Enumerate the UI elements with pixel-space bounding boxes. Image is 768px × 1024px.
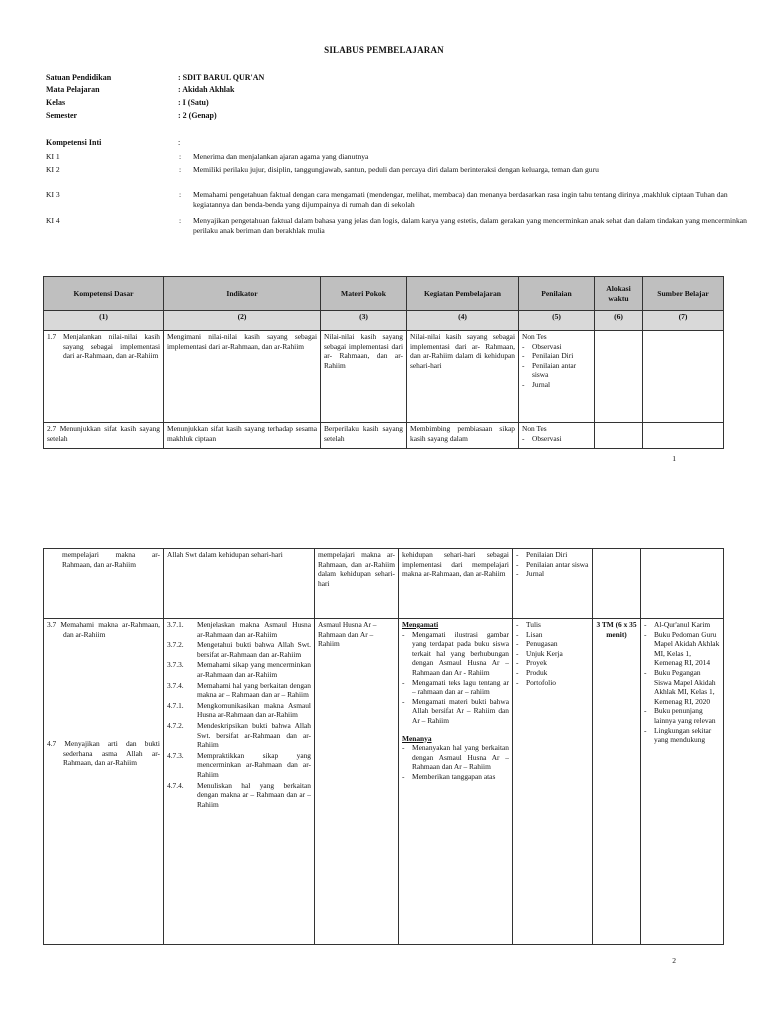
indikator-number: 4.7.2. [167, 720, 184, 730]
kd-cell [44, 619, 164, 945]
list-item [167, 640, 311, 659]
materi-cell: Berperilaku kasih sayang setelah [321, 423, 407, 449]
list-item: - Lingkungan sekitar yang mendukung [644, 726, 720, 745]
header-sumber-belajar: Sumber Belajar [643, 277, 724, 311]
indikator-number: 4.7.1. [167, 700, 184, 710]
list-item: - Produk [516, 668, 589, 678]
ki-text: Memahami pengetahuan faktual dengan cara mengamati (mendengar, melihat, membaca) dan menanya berdasarkan rasa ingin tahu tentang dirinya ,makhluk ciptaan Tuhan dan kegiatannya dan benda-benda yang dijumpainya di rumah dan di sekolah [193, 190, 728, 209]
list-item: - Penugasan [516, 639, 589, 649]
header-penilaian: Penilaian [519, 277, 595, 311]
list-item: - Menanyakan hal yang berkaitan dengan Asmaul Husna Ar – Rahmaan dan Ar – Rahiim [402, 743, 509, 772]
list-item: - Al-Qur'anul Karim [644, 620, 720, 630]
alokasi-cell [595, 331, 643, 423]
list-item: - Penilaian antar siswa [522, 361, 591, 380]
page-gap [0, 466, 768, 536]
penilaian-cell [519, 331, 595, 423]
table-row [44, 549, 724, 619]
header-alokasi-waktu: Alokasi waktu [595, 277, 643, 311]
column-number: (4) [407, 311, 519, 331]
penilaian-cell [513, 619, 593, 945]
column-number: (7) [643, 311, 724, 331]
column-number: (3) [321, 311, 407, 331]
meta-key: Kelas [46, 98, 66, 107]
penilaian-cell [513, 549, 593, 619]
table-row [44, 423, 724, 449]
indikator-number: 4.7.4. [167, 780, 184, 790]
ki-text: Menyajikan pengetahuan faktual dalam bahasa yang jelas dan logis, dalam karya yang estetis, dalam gerakan yang mencerminkan anak sehat dan dalam tindakan yang mencerminkan perilaku anak beriman dan berakhlak mulia [193, 216, 747, 235]
column-number: (1) [44, 311, 164, 331]
materi-cell: Nilai-nilai kasih sayang sebagai implementasi dari ar- Rahmaan, dan ar-Rahiim [321, 331, 407, 423]
list-item: - Penilaian antar siswa [516, 560, 589, 570]
materi-cell: Asmaul Husna Ar – Rahmaan dan Ar – Rahiim [315, 619, 399, 945]
indikator-text: Mempraktikkan sikap yang mencerminkan ar-Rahmaan dan ar-Rahiim [197, 750, 311, 779]
indikator-text: Mengkomunikasikan makna Asmaul Husna ar-Rahmaan dan ar-Rahiim [197, 700, 311, 720]
indikator-text: Menuliskan hal yang berkaitan dengan makna ar – Rahmaan dan ar – Rahiim [197, 780, 311, 809]
ki-colon: : [179, 165, 182, 174]
list-item: - Memberikan tanggapan atas [402, 772, 509, 782]
list-item: - Jurnal [522, 380, 591, 390]
syllabus-table-page-2 [43, 548, 724, 945]
ki-heading-label: Kompetensi Inti [46, 138, 102, 147]
indikator-cell [164, 619, 315, 945]
list-item [167, 701, 311, 720]
indikator-text: Menjelaskan makna Asmaul Husna ar-Rahmaan dan ar-Rahiim [197, 620, 311, 639]
indikator-number: 3.7.4. [167, 680, 184, 690]
alokasi-cell [595, 423, 643, 449]
ki-colon: : [179, 216, 182, 225]
kegiatan-cell: Nilai-nilai kasih sayang sebagai implementasi dari ar- Rahmaan, dan ar-Rahiim dalam di kehidupan sehari-hari [407, 331, 519, 423]
meta-key: Satuan Pendidikan [46, 73, 112, 82]
list-item: - Unjuk Kerja [516, 649, 589, 659]
kd-cell: 2.7 Menunjukkan sifat kasih sayang setelah [44, 423, 164, 449]
list-item: - Mengamati teks lagu tentang ar – rahmaan dan ar – rahiim [402, 678, 509, 697]
menanya-heading: Menanya [402, 733, 432, 743]
meta-value: : Akidah Akhlak [178, 85, 235, 94]
meta-value: : SDIT BARUL QUR'AN [178, 73, 265, 82]
header-kompetensi-dasar: Kompetensi Dasar [44, 277, 164, 311]
list-item [167, 751, 311, 780]
header-materi-pokok: Materi Pokok [321, 277, 407, 311]
alokasi-cell: 3 TM (6 x 35 menit) [593, 619, 641, 945]
list-item: - Mengamati materi bukti bahwa Allah bersifat Ar – Rahiim dan Ar – Rahiim [402, 697, 509, 726]
indikator-text: Mengetahui bukti bahwa Allah Swt. bersifat ar-Rahmaan dan ar-Rahiim [197, 640, 311, 659]
column-number: (2) [164, 311, 321, 331]
kegiatan-cell: kehidupan sehari-hari sebagai implementasi dari mempelajari makna ar-Rahmaan, dan ar-Rahiim [399, 549, 513, 619]
ki-colon: : [179, 152, 182, 161]
table-row [44, 619, 724, 945]
alokasi-cell [593, 549, 641, 619]
list-item [167, 620, 311, 639]
meta-key: Semester [46, 111, 78, 120]
indikator-number: 3.7.2. [167, 640, 184, 650]
penilaian-title: Non Tes [522, 424, 547, 433]
list-item [167, 781, 311, 810]
list-item: - Penilaian Diri [516, 550, 589, 560]
indikator-text: Memahami hal yang berkaitan dengan makna ar – Rahmaan dan ar – Rahiim [197, 680, 311, 700]
column-number: (6) [595, 311, 643, 331]
ki-label: KI 2 [46, 165, 60, 174]
list-item: - Observasi [522, 342, 591, 352]
sumber-cell [641, 619, 724, 945]
list-item: - Mengamati ilustrasi gambar yang terdapat pada buku siswa terkait hal yang berhubungan dengan Asmaul Husna Ar – Rahmaan dan Ar - Rahiim [402, 630, 509, 678]
indikator-cell: Mengimani nilai-nilai kasih sayang sebagai implementasi dari ar-Rahmaan, dan ar-Rahiim [164, 331, 321, 423]
list-item: - Proyek [516, 658, 589, 668]
list-item: - Tulis [516, 620, 589, 630]
list-item: - Buku Pedoman Guru Mapel Akidah Akhlak MI, Kelas 1, Kemenag RI, 2014 [644, 630, 720, 668]
table-row [44, 331, 724, 423]
materi-cell: mempelajari makna ar-Rahmaan, dan ar-Rahiim dalam kehidupan sehari-hari [315, 549, 399, 619]
page-number: 2 [672, 956, 676, 965]
ki-label: KI 1 [46, 152, 60, 161]
sumber-cell [641, 549, 724, 619]
indikator-text: Mendeskripsikan bukti bahwa Allah Swt. bersifat ar-Rahmaan dan ar-Rahiim [197, 720, 311, 750]
meta-value: : I (Satu) [178, 98, 209, 107]
ki-label: KI 3 [46, 190, 60, 199]
sumber-cell [643, 331, 724, 423]
page-2 [0, 536, 768, 1024]
meta-key: Mata Pelajaran [46, 85, 100, 94]
header-kegiatan: Kegiatan Pembelajaran [407, 277, 519, 311]
list-item: - Jurnal [516, 569, 589, 579]
kd-text: Menjalankan nilai-nilai kasih sayang sebagai implementasi dari ar-Rahmaan, dan ar-Rahiim [63, 332, 160, 361]
ki-heading-colon: : [178, 138, 181, 147]
document-title: SILABUS PEMBELAJARAN [324, 45, 444, 55]
kd-cell [44, 331, 164, 423]
column-number: (5) [519, 311, 595, 331]
indikator-cell: Menunjukkan sifat kasih sayang terhadap sesama makhluk ciptaan [164, 423, 321, 449]
list-item: - Penilaian Diri [522, 351, 591, 361]
kd-cell: mempelajari makna ar-Rahmaan, dan ar-Rahiim [44, 549, 164, 619]
kegiatan-cell [399, 619, 513, 945]
list-item: - Lisan [516, 630, 589, 640]
meta-value: : 2 (Genap) [178, 111, 217, 120]
kd-4-7: 4.7 Menyajikan arti dan bukti sederhana asma Allah ar-Rahmaan, dan ar-Rahiim [47, 739, 160, 768]
penilaian-cell [519, 423, 595, 449]
list-item: - Buku penunjang lainnya yang relevan [644, 706, 720, 725]
ki-text: Memiliki perilaku jujur, disiplin, tanggungjawab, santun, peduli dan percaya diri dalam berinteraksi dengan keluarga, teman dan guru [193, 165, 599, 174]
kegiatan-cell: Membimbing pembiasaan sikap kasih sayang dalam [407, 423, 519, 449]
kd-3-7: 3.7 Memahami makna ar-Rahmaan, dan ar-Rahiim [47, 620, 160, 639]
indikator-number: 3.7.1. [167, 620, 184, 629]
indikator-number: 3.7.3. [167, 660, 184, 670]
syllabus-table-page-1 [43, 276, 724, 449]
list-item: - Observasi [522, 434, 591, 444]
list-item [167, 681, 311, 700]
penilaian-title: Non Tes [522, 332, 547, 341]
page-1 [0, 0, 768, 466]
indikator-text: Memahami sikap yang mencerminkan ar-Rahmaan dan ar-Rahiim [197, 660, 311, 679]
header-indikator: Indikator [164, 277, 321, 311]
indikator-cell: Allah Swt dalam kehidupan sehari-hari [164, 549, 315, 619]
ki-text: Menerima dan menjalankan ajaran agama yang dianutnya [193, 152, 369, 161]
kd-number: 1.7 [47, 332, 57, 341]
list-item [167, 660, 311, 679]
page-number: 1 [672, 454, 676, 463]
ki-colon: : [179, 190, 182, 199]
ki-label: KI 4 [46, 216, 60, 225]
indikator-number: 4.7.3. [167, 750, 184, 760]
list-item [167, 721, 311, 750]
list-item: - Portofolio [516, 678, 589, 688]
mengamati-heading: Mengamati [402, 620, 439, 629]
sumber-cell [643, 423, 724, 449]
list-item: - Buku Pegangan Siswa Mapel Akidah Akhlak MI, Kelas 1, Kemenag RI, 2020 [644, 668, 720, 706]
